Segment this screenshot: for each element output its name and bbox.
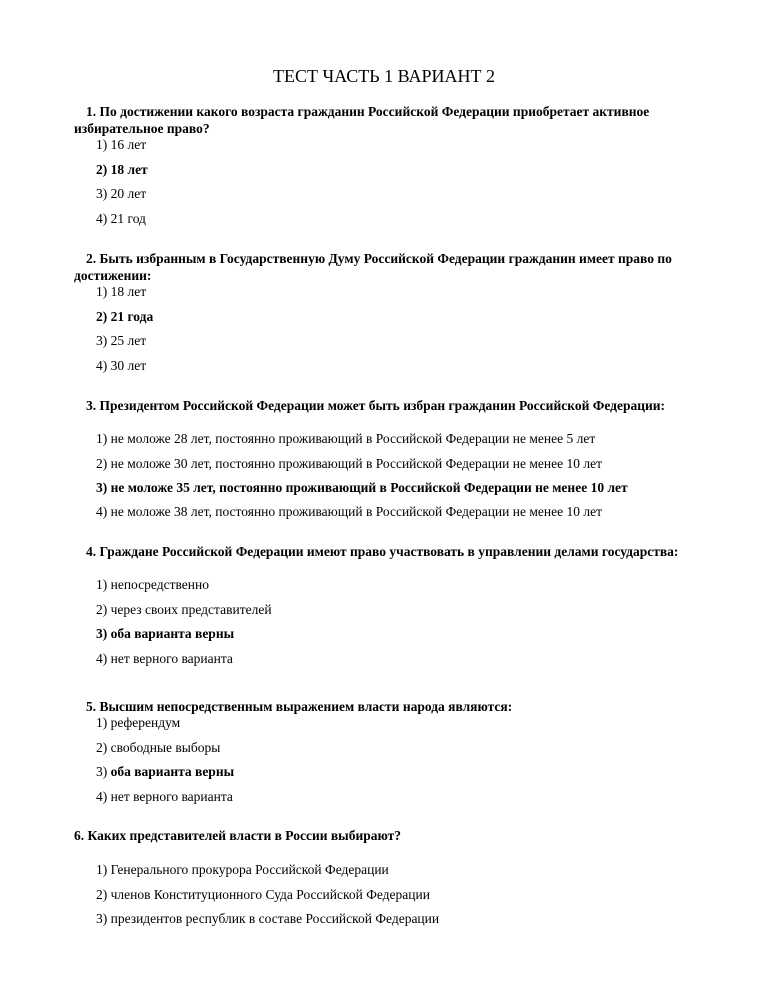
answer-5-2: 2) свободные выборы	[96, 740, 221, 755]
document-title: ТЕСТ ЧАСТЬ 1 ВАРИАНТ 2	[272, 66, 495, 86]
answer-1-3: 3) 20 лет	[96, 186, 147, 201]
answer-5-3	[96, 763, 234, 780]
answer-5-3-text: оба варианта верны	[110, 764, 235, 779]
question-4: 4. Граждане Российской Федерации имеют право участвовать в управлении делами государства:	[86, 544, 679, 559]
answer-5-3-number: 3)	[96, 764, 111, 779]
answer-6-2: 2) членов Конституционного Суда Российской Федерации	[96, 887, 430, 902]
answer-2-4: 4) 30 лет	[96, 358, 147, 373]
answer-4-2: 2) через своих представителей	[96, 602, 272, 617]
question-1: 1. По достижении какого возраста гражданин Российской Федерации приобретает активное избирательное право?	[74, 104, 650, 136]
question-2: 2. Быть избранным в Государственную Думу Российской Федерации гражданин имеет право по достижении:	[74, 251, 672, 283]
answer-1-2: 2) 18 лет	[96, 162, 148, 177]
question-6: 6. Каких представителей власти в России выбирают?	[74, 828, 402, 843]
answer-6-3: 3) президентов республик в составе Российской Федерации	[96, 911, 440, 926]
answer-4-4: 4) нет верного варианта	[96, 651, 233, 666]
question-3: 3. Президентом Российской Федерации может быть избран гражданин Российской Федерации:	[86, 398, 666, 413]
answer-1-1: 1) 16 лет	[96, 137, 147, 152]
answer-3-3: 3) не моложе 35 лет, постоянно проживающий в Российской Федерации не менее 10 лет	[96, 480, 628, 495]
answer-4-3: 3) оба варианта верны	[96, 626, 235, 641]
answer-3-2: 2) не моложе 30 лет, постоянно проживающий в Российской Федерации не менее 10 лет	[96, 456, 602, 471]
answer-3-4: 4) не моложе 38 лет, постоянно проживающий в Российской Федерации не менее 10 лет	[96, 504, 602, 519]
answer-2-2: 2) 21 года	[96, 309, 154, 324]
answer-4-1: 1) непосредственно	[96, 577, 209, 592]
answer-1-4: 4) 21 год	[96, 211, 146, 226]
answer-3-1: 1) не моложе 28 лет, постоянно проживающий в Российской Федерации не менее 5 лет	[96, 431, 596, 446]
answer-5-4: 4) нет верного варианта	[96, 789, 233, 804]
answer-5-1: 1) референдум	[96, 715, 181, 730]
answer-2-3: 3) 25 лет	[96, 333, 147, 348]
answer-2-1: 1) 18 лет	[96, 284, 147, 299]
question-5: 5. Высшим непосредственным выражением власти народа являются:	[86, 699, 513, 714]
answer-6-1: 1) Генерального прокурора Российской Федерации	[96, 862, 389, 877]
